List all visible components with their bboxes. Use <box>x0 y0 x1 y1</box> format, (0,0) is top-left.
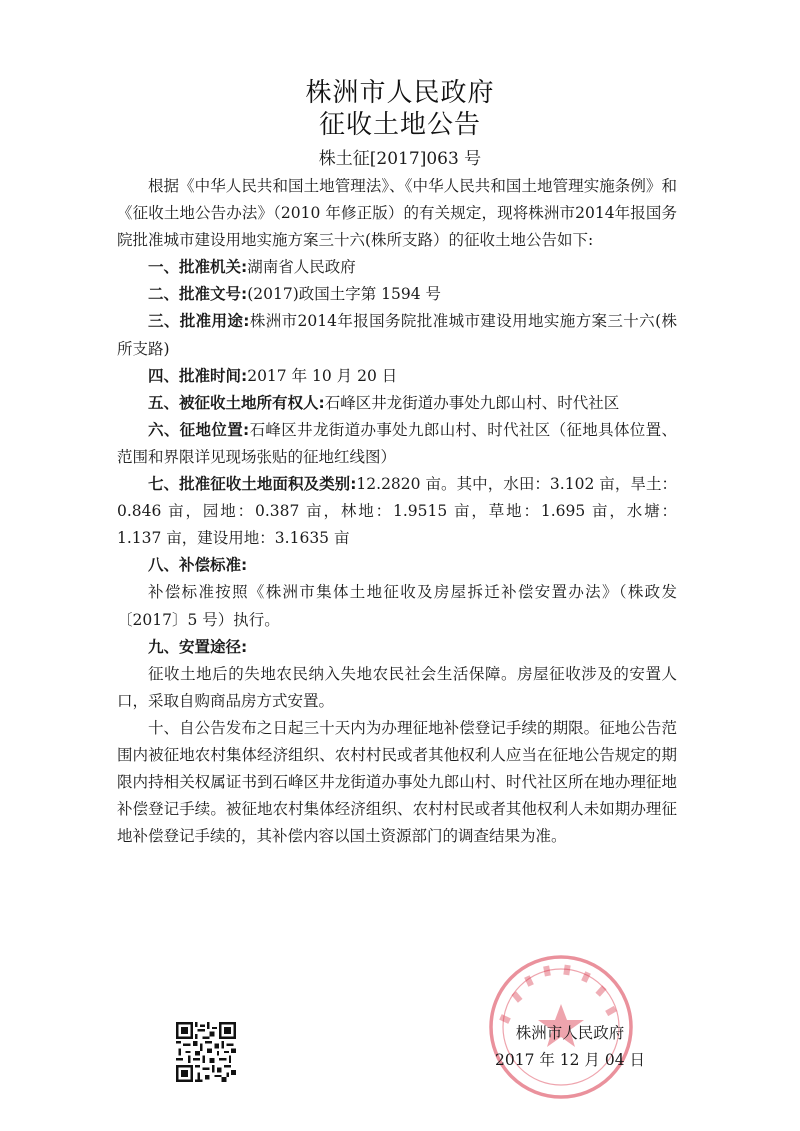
document-title: 征收土地公告 <box>318 110 481 140</box>
item-label: 五、被征收土地所有权人: <box>148 393 325 412</box>
item-value: 石峰区井龙街道办事处九郎山村、时代社区 <box>324 393 620 412</box>
item-resettlement-heading <box>117 634 677 661</box>
item-value: (2017)政国土字第 1594 号 <box>247 285 442 304</box>
signature-block <box>470 1020 670 1074</box>
item-value: 株洲市2014年报国务院批准城市建设用地实施方案三十六(株所支路) <box>117 312 678 358</box>
item-label: 四、批准时间: <box>148 366 248 385</box>
item-value: 12.2820 亩。其中，水田：3.102 亩，旱土：0.846 亩，园地：0.387 亩，林地：1.9515 亩，草地：1.695 亩，水塘：1.137 亩，建设用地：3.1635 亩 <box>117 475 678 548</box>
item-area-category <box>117 471 677 552</box>
item-value: 2017 年 10 月 20 日 <box>247 366 398 385</box>
document-number: 株土征[2017]063 号 <box>318 149 482 169</box>
item-approval-number <box>117 281 677 308</box>
item-label: 六、征地位置: <box>148 420 250 439</box>
item-registration-period: 十、自公告发布之日起三十天内为办理征地补偿登记手续的期限。征地公告范围内被征地农村集体经济组织、农村村民或者其他权利人应当在征地公告规定的期限内持相关权属证书到石峰区井龙街道办事处九郎山村、时代社区所在地办理征地补偿登记手续。被征地农村集体经济组织、农村村民或者其他权利人未如期办理征地补偿登记手续的，其补偿内容以国土资源部门的调查结果为准。 <box>117 718 677 846</box>
document-title-issuer: 株洲市人民政府 <box>305 78 495 108</box>
item-compensation-heading <box>117 552 677 579</box>
item-label: 七、批准征收土地面积及类别: <box>148 475 357 494</box>
item-label: 三、批准用途: <box>148 312 250 331</box>
item-land-owner <box>117 390 677 417</box>
item-label: 一、批准机关: <box>148 258 248 277</box>
item-approval-date <box>117 363 677 390</box>
item-value: 湖南省人民政府 <box>247 258 356 277</box>
issuer-name: 株洲市人民政府 <box>515 1024 625 1042</box>
issue-date: 2017 年 12 月 04 日 <box>494 1051 646 1069</box>
item-approved-use <box>117 308 677 362</box>
item-label: 九、安置途径: <box>148 637 248 656</box>
item-location <box>117 417 677 471</box>
item-value: 石峰区井龙街道办事处九郎山村、时代社区（征地具体位置、范围和界限详见现场张贴的征地红线图） <box>117 420 677 466</box>
qr-code-icon <box>176 1022 236 1082</box>
item-approval-authority <box>117 254 677 281</box>
item-resettlement-text: 征收土地后的失地农民纳入失地农民社会生活保障。房屋征收涉及的安置人口，采取自购商品房方式安置。 <box>117 664 677 710</box>
announcement-body <box>117 173 677 850</box>
intro-paragraph: 根据《中华人民共和国土地管理法》、《中华人民共和国土地管理实施条例》和《征收土地公告办法》（2010 年修正版）的有关规定，现将株洲市2014年报国务院批准城市建设用地实施方案三十六(株所支路）的征收土地公告如下: <box>117 177 677 250</box>
item-label: 八、补偿标准: <box>148 556 248 575</box>
item-label: 二、批准文号: <box>148 285 248 304</box>
item-compensation-text: 补偿标准按照《株洲市集体土地征收及房屋拆迁补偿安置办法》（株政发〔2017〕5 号）执行。 <box>117 583 677 629</box>
